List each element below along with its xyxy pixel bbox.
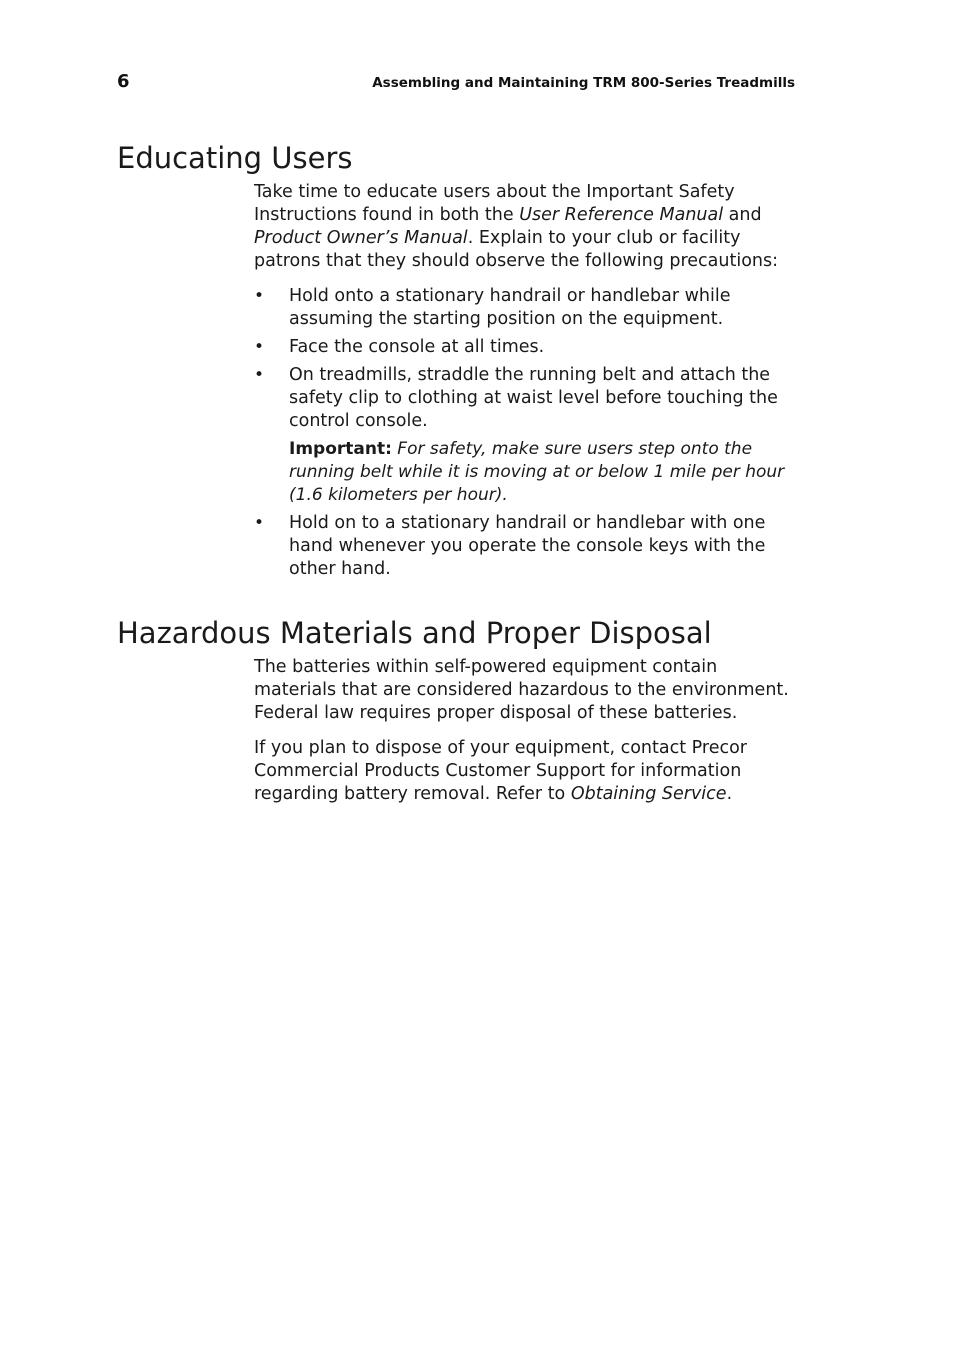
disposal-text-1: If you plan to dispose of your equipment, contact Precor Commercial Products Customer Support for information regarding battery removal. Refer to — [254, 738, 747, 804]
hazardous-materials-body — [254, 656, 796, 806]
list-item — [254, 285, 796, 331]
running-header: Assembling and Maintaining TRM 800-Series Treadmills — [372, 75, 795, 91]
bullet-icon: • — [254, 513, 265, 533]
important-note — [289, 438, 796, 507]
user-reference-manual-ref: User Reference Manual — [519, 205, 724, 225]
section-title-hazardous-materials: Hazardous Materials and Proper Disposal — [117, 616, 712, 650]
bullet-icon: • — [254, 365, 265, 385]
list-item-text: Face the console at all times. — [289, 337, 545, 357]
note-text: For safety, make sure users step onto the running belt while it is moving at or below 1 mile per hour (1.6 kilometers per hour). — [289, 439, 785, 505]
intro-text-3: . Explain to your club or facility patrons that they should observe the following precautions: — [254, 228, 779, 271]
list-item — [254, 512, 796, 581]
educating-users-body — [254, 181, 796, 586]
bullet-icon: • — [254, 286, 265, 306]
batteries-paragraph: The batteries within self-powered equipment contain materials that are considered hazardous to the environment. Federal law requires proper disposal of these batteries. — [254, 657, 789, 723]
disposal-text-2: . — [726, 784, 733, 804]
intro-paragraph — [254, 181, 796, 273]
list-item-text: Hold on to a stationary handrail or handlebar with one hand whenever you operate the console keys with the other hand. — [289, 513, 766, 579]
precautions-list — [254, 285, 796, 581]
intro-text-1: Take time to educate users about the Important Safety Instructions found in both the — [254, 182, 735, 225]
intro-text-2: and — [723, 205, 762, 225]
disposal-paragraph — [254, 737, 796, 806]
list-item-text: On treadmills, straddle the running belt and attach the safety clip to clothing at waist level before touching the control console. — [289, 365, 778, 431]
note-label: Important: — [289, 439, 392, 459]
product-owners-manual-ref: Product Owner’s Manual — [254, 228, 468, 248]
list-item-text: Hold onto a stationary handrail or handlebar while assuming the starting position on the equipment. — [289, 286, 731, 329]
page-number: 6 — [117, 71, 130, 92]
section-title-educating-users: Educating Users — [117, 141, 353, 175]
bullet-icon: • — [254, 337, 265, 357]
obtaining-service-ref: Obtaining Service — [570, 784, 727, 804]
list-item — [254, 336, 796, 359]
list-item — [254, 364, 796, 507]
